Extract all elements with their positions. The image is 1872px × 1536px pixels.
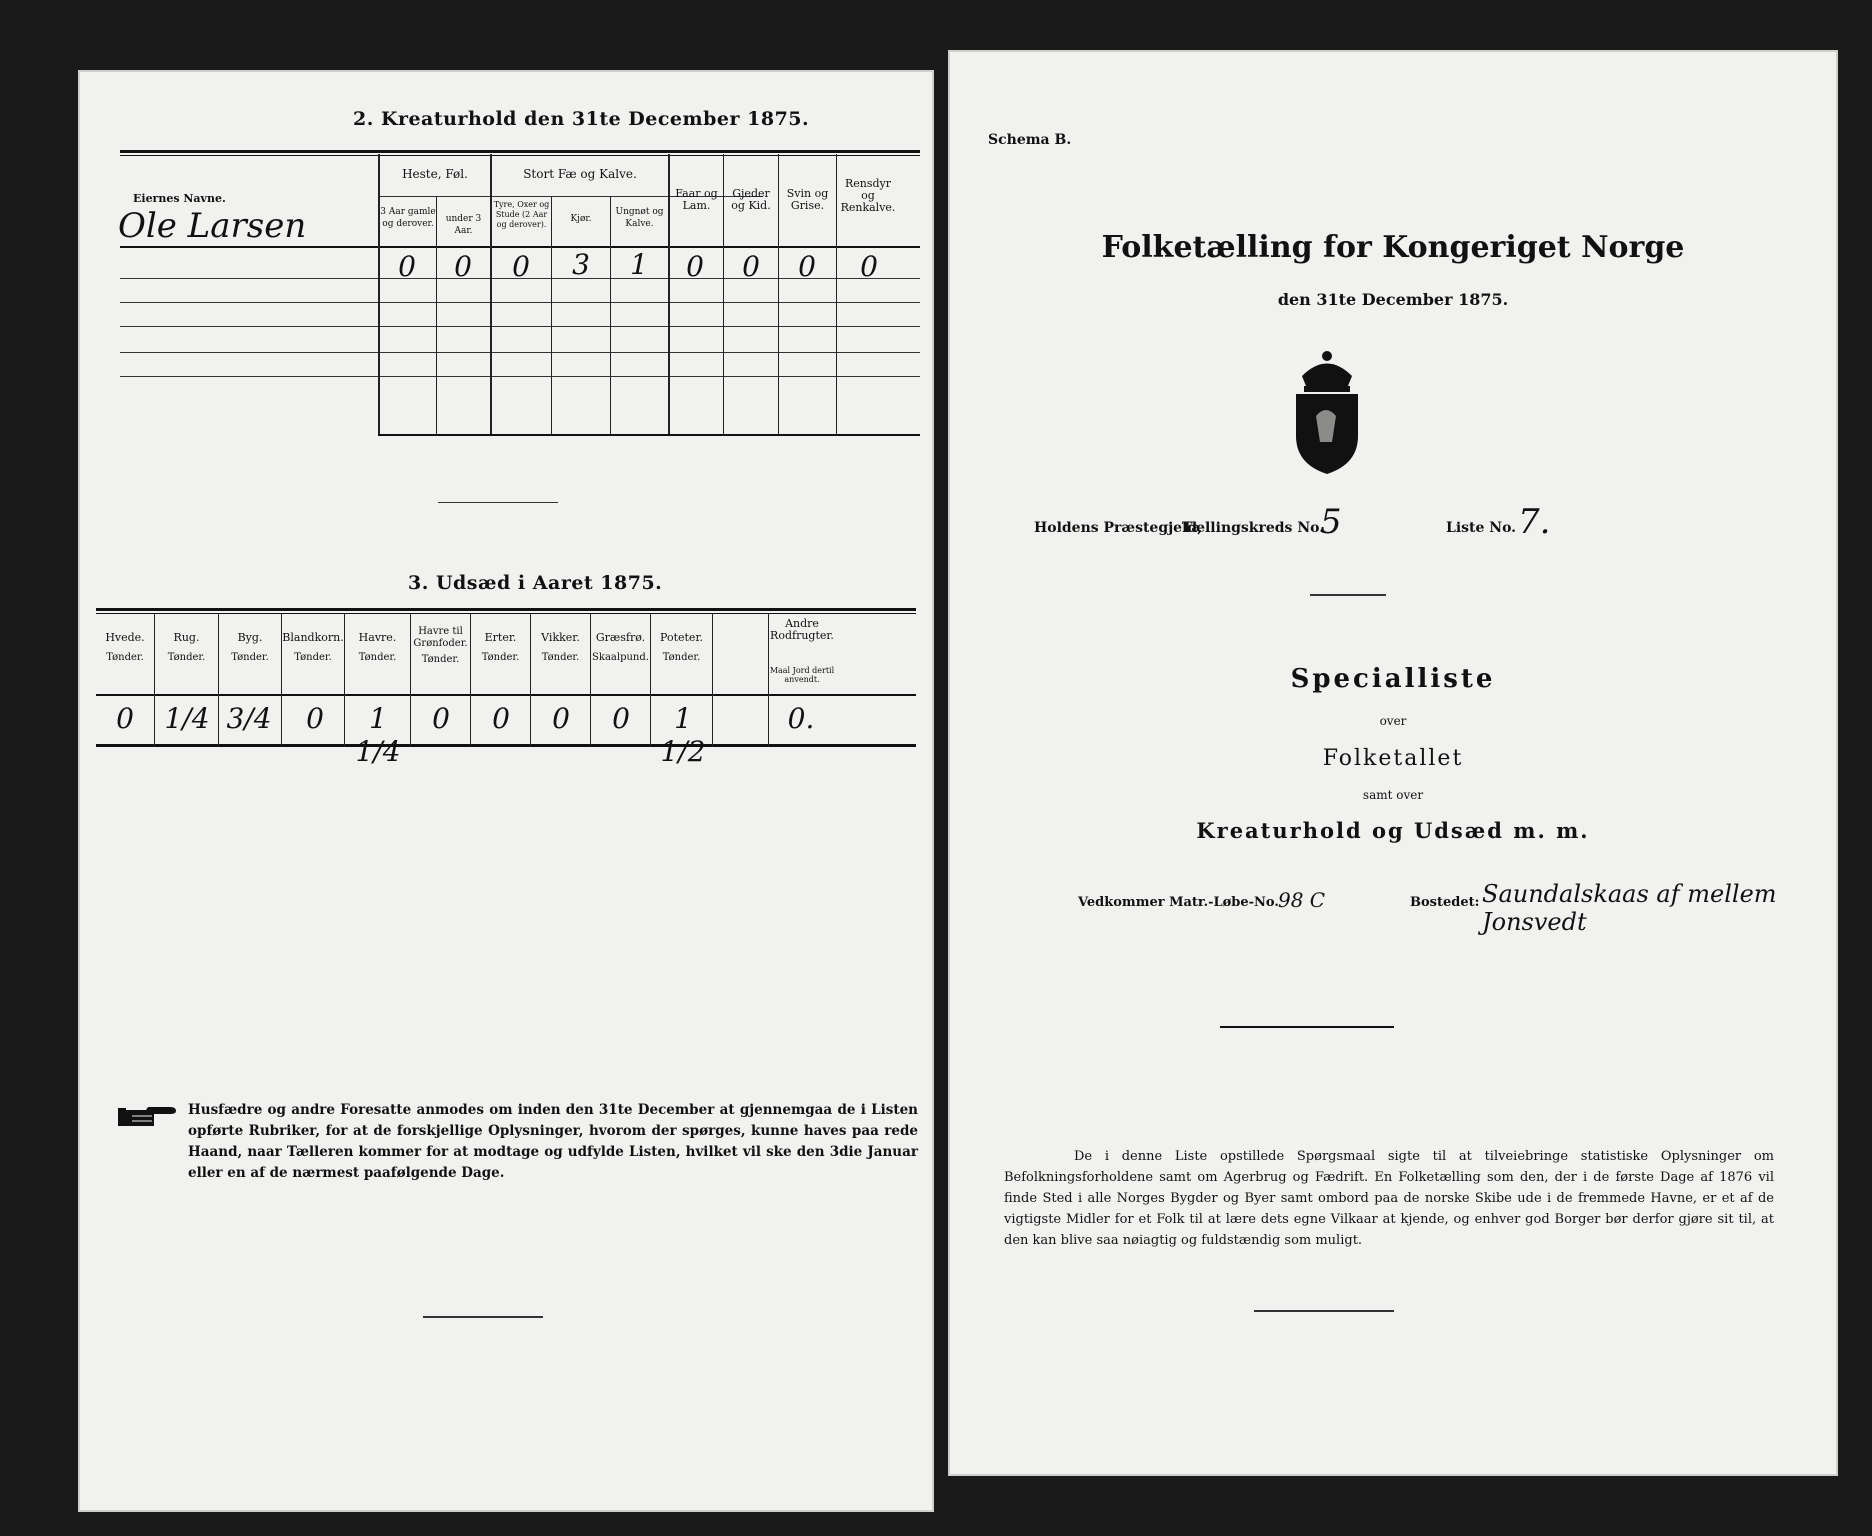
seed-col-unit: Skaalpund. <box>592 652 649 663</box>
seed-col-name: Græsfrø. <box>595 631 646 644</box>
seed-col-name: Poteter. <box>660 631 703 644</box>
seed-col-name: Hvede. <box>105 631 145 644</box>
goats-header: Gjeder og Kid. <box>731 187 771 212</box>
livestock-value: 0 <box>798 250 816 283</box>
livestock-value: 0 <box>398 250 416 283</box>
matr-label: Vedkommer Matr.-Løbe-No. <box>1078 895 1279 910</box>
seed-col-unit: Tønder. <box>421 654 460 665</box>
livestock-value: 0 <box>512 250 530 283</box>
cattle-cows-header: Kjør. <box>570 214 592 224</box>
livestock-value: 0 <box>860 250 878 283</box>
seed-col-unit: Tønder. <box>106 652 144 663</box>
seed-col-name: Havre til Grønfoder. <box>413 626 468 649</box>
livestock-value: 0 <box>454 250 472 283</box>
livestock-value: 1 <box>630 248 648 281</box>
seed-col-name: Havre. <box>358 631 397 644</box>
livestock-value: 0 <box>686 250 704 283</box>
seed-col-unit: Tønder. <box>294 652 332 663</box>
seed-value: 0 <box>432 702 450 735</box>
over-label: over <box>1379 714 1407 728</box>
seed-col-unit: Tønder. <box>662 652 701 663</box>
divider <box>423 1316 543 1318</box>
seed-value: 0 <box>306 702 324 735</box>
kreaturhold-heading: Kreaturhold og Udsæd m. m. <box>1196 818 1590 843</box>
folketallet-heading: Folketallet <box>1322 746 1464 771</box>
coat-of-arms-icon <box>1282 346 1372 476</box>
seed-col-unit: Maal Jord dertil anvendt. <box>769 666 835 684</box>
livestock-value: 0 <box>742 250 760 283</box>
seed-value: 0 <box>116 702 134 735</box>
divider <box>1254 1310 1394 1312</box>
bostedet-label: Bostedet: <box>1410 895 1480 910</box>
reindeer-header: Rensdyr og Renkalve. <box>840 177 896 214</box>
right-page <box>948 50 1838 1476</box>
cattle-bulls-header: Tyre, Oxer og Stude (2 Aar og derover). <box>493 200 550 229</box>
seed-col-unit: Tønder. <box>358 652 397 663</box>
notice-paragraph: Husfædre og andre Foresatte anmodes om inden den 31te December at gjennemgaa de i Listen opførte Rubriker, for at de forskjellige Oplysninger, hvorom der spørges, kunne haves paa rede Haand, naar Tælleren kommer for at modtage og udfylde Listen, hvilket vil ske den 3die Januar eller en af de nærmest paafølgende Dage. <box>188 1102 918 1181</box>
cattle-header: Stort Fæ og Kalve. <box>523 167 637 181</box>
district-value: 5 <box>1320 502 1342 542</box>
seed-value: 3/4 <box>226 702 272 735</box>
divider <box>1310 594 1386 596</box>
main-title: Folketælling for Kongeriget Norge <box>1101 230 1685 265</box>
seed-col-unit: Tønder. <box>541 652 580 663</box>
seed-col-unit: Tønder. <box>167 652 206 663</box>
left-page <box>78 70 934 1512</box>
samt-over-label: samt over <box>1362 788 1424 802</box>
specialliste-heading: Specialliste <box>1290 664 1496 694</box>
seed-col-name: Blandkorn. <box>282 631 344 644</box>
seed-value: 0 <box>612 702 630 735</box>
section2-title: 2. Kreaturhold den 31te December 1875. <box>353 108 810 130</box>
sheep-header: Faar og Lam. <box>675 187 718 212</box>
schema-label: Schema B. <box>988 132 1072 148</box>
pointing-hand-icon <box>118 1104 178 1130</box>
divider <box>1220 1026 1394 1028</box>
matr-value: 98 C <box>1278 888 1326 912</box>
owner-header: Eiernes Navne. <box>133 192 226 205</box>
seed-value: 1 1/4 <box>355 702 401 768</box>
owner-name: Ole Larsen <box>118 206 307 246</box>
divider <box>438 502 558 503</box>
list-label: Liste No. <box>1446 520 1517 536</box>
district-label: Tællingskreds No. <box>1182 520 1325 536</box>
seed-col-unit: Tønder. <box>231 652 269 663</box>
seed-value: 0 <box>552 702 570 735</box>
parish-label: Holdens Præstegjeld, <box>1034 520 1203 536</box>
footer-paragraph: De i denne Liste opstillede Spørgsmaal sigte til at tilveiebringe statistiske Oplysninger om Befolkningsforholdene samt om Agerbrug og Fædrift. En Folketælling som den, der i de første Dage af 1876 vil finde Sted i alle Norges Bygder og Byer samt ombord paa de norske Skibe ude i de fremmede Havne, er et af de vigtigste Midler for et Folk til at lære dets egne Vilkaar at kjende, og enhver god Borger bør derfor gjøre sit til, at den kan blive saa nøiagtig og fuldstændig som muligt. <box>1004 1149 1774 1248</box>
subtitle: den 31te December 1875. <box>1277 290 1509 309</box>
list-value: 7. <box>1518 502 1551 542</box>
seed-value: 0. <box>787 702 815 735</box>
horses-old-header: 3 Aar gamle og derover. <box>380 207 436 229</box>
section3-title: 3. Udsæd i Aaret 1875. <box>408 572 663 594</box>
seed-col-name: Rug. <box>173 631 200 644</box>
horses-young-header: under 3 Aar. <box>445 214 482 236</box>
seed-col-name: Erter. <box>484 631 517 644</box>
seed-value: 1/4 <box>164 702 210 735</box>
seed-col-name: Vikker. <box>541 631 580 644</box>
livestock-value: 3 <box>572 248 590 281</box>
seed-col-unit: Tønder. <box>481 652 520 663</box>
cattle-young-header: Ungnøt og Kalve. <box>615 207 664 229</box>
seed-col-name: Andre Rodfrugter. <box>770 617 834 642</box>
pigs-header: Svin og Grise. <box>786 187 829 212</box>
seed-col-name: Byg. <box>237 631 263 644</box>
seed-value: 1 1/2 <box>660 702 706 768</box>
seed-value: 0 <box>492 702 510 735</box>
horses-header: Heste, Føl. <box>402 167 468 181</box>
bostedet-value: Saundalskaas af mellem Jonsvedt <box>1482 880 1777 936</box>
